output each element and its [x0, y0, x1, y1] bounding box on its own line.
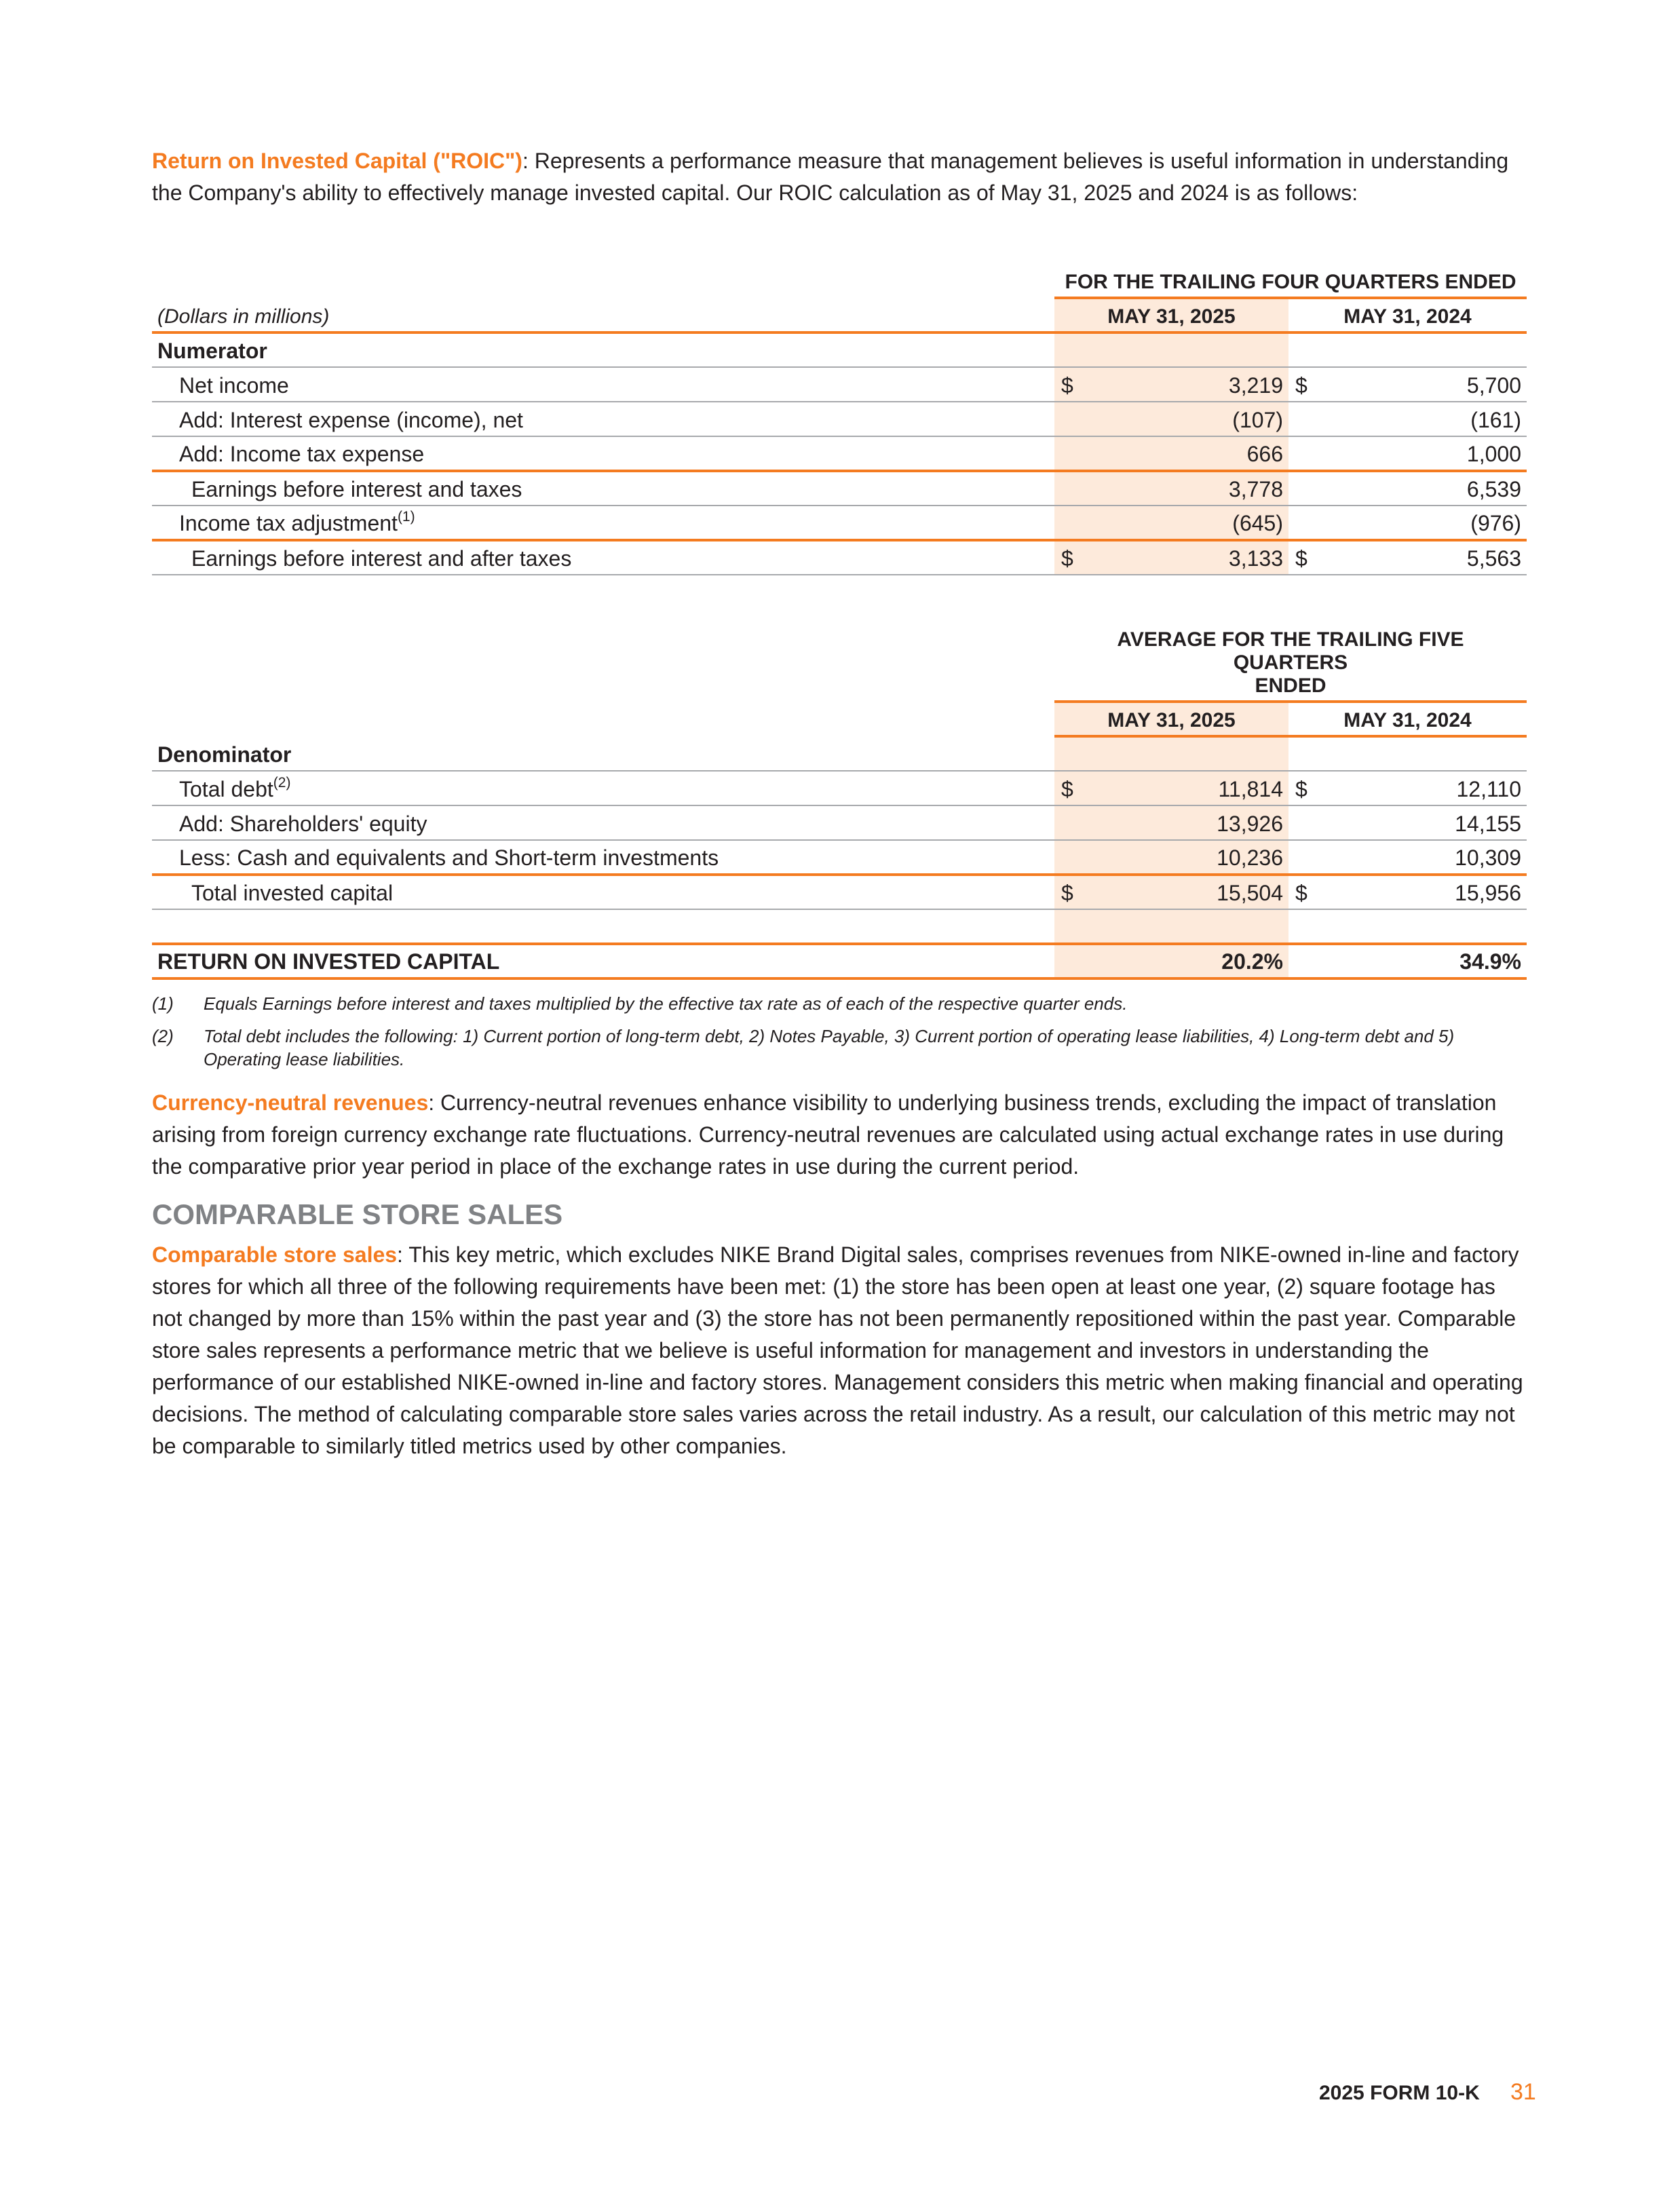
numerator-label: Numerator [152, 332, 1054, 367]
section-heading: COMPARABLE STORE SALES [152, 1198, 563, 1230]
denominator-table [152, 628, 1527, 980]
table1-col-2024: MAY 31, 2024 [1288, 298, 1527, 332]
table2-group-header: AVERAGE FOR THE TRAILING FIVE QUARTERS ENDED [1054, 628, 1527, 702]
currency-neutral-paragraph: Currency-neutral revenues: Currency-neutral revenues enhance visibility to underlying business trends, excluding the impact of translation arising from foreign currency exchange rate fluctuations. Currency-neutral revenues are calculated using actual exchange rates in use during the comparative prior year period in place of the exchange rates in use during the current period. [152, 1090, 1504, 1179]
table-row: Earnings before interest and after taxes $ 3,133 $ 5,563 [152, 540, 1527, 575]
table-row: Add: Income tax expense 666 1,000 [152, 436, 1527, 471]
table-row: Less: Cash and equivalents and Short-term investments 10,236 10,309 [152, 840, 1527, 875]
footnote-1: (1) Equals Earnings before interest and taxes multiplied by the effective tax rate as of each of the respective quarter ends. [152, 993, 1128, 1014]
table1-col-2025: MAY 31, 2025 [1054, 298, 1288, 332]
footer-form-label: 2025 FORM 10-K [1319, 2082, 1480, 2104]
table-row: Total debt$^{(2)}$ $ 11,814 $ 12,110 [152, 771, 1527, 805]
table-row: Add: Interest expense (income), net (107) (161) [152, 402, 1527, 436]
roic-term: Return on Invested Capital ("ROIC") [152, 149, 522, 173]
table-row: Total invested capital $ 15,504 $ 15,956 [152, 875, 1527, 909]
comparable-store-sales-term: Comparable store sales [152, 1242, 398, 1267]
denominator-label: Denominator [152, 736, 1054, 771]
footnote-2: (2) Total debt includes the following: 1) Current portion of long-term debt, 2) Notes Payable, 3) Current portion of operating lease liabilities, 4) Long-term debt and 5) Operating lease liabilities. [152, 1026, 1455, 1069]
currency-neutral-term: Currency-neutral revenues [152, 1090, 429, 1115]
table-row: Net income $ 3,219 $ 5,700 [152, 367, 1527, 402]
roic-total-row: RETURN ON INVESTED CAPITAL 20.2% 34.9% [152, 944, 1527, 978]
table2-col-2024: MAY 31, 2024 [1288, 702, 1527, 736]
comparable-store-sales-paragraph: Comparable store sales: This key metric, which excludes NIKE Brand Digital sales, comprises revenues from NIKE-owned in-line and factory stores for which all three of the following requirements have been met: (1) the store has been open at least one year, (2) square footage has not changed by more than 15% within the past year and (3) the store has not been permanently repositioned within the past year. Comparable store sales represents a performance metric that we believe is useful information for management and investors in understanding the performance of our established NIKE-owned in-line and factory stores. Management considers this metric when making financial and operating decisions. The method of calculating comparable store sales varies across the retail industry. As a result, our calculation of this metric may not be comparable to similarly titled metrics used by other companies. [152, 1242, 1523, 1458]
table-row: Income tax adjustment$^{(1)}$ (645) (976) [152, 506, 1527, 540]
table-row: Add: Shareholders' equity 13,926 14,155 [152, 805, 1527, 840]
dollars-in-millions-label: (Dollars in millions) [152, 298, 1054, 332]
roic-intro-text: : Represents a performance measure that management believes is useful information in understanding the Company's ability to effectively manage invested capital. Our ROIC calculation as of May 31, 2025 and 2024 is as follows: [152, 149, 1509, 205]
table1-group-header: FOR THE TRAILING FOUR QUARTERS ENDED [1054, 263, 1527, 298]
numerator-table [152, 263, 1527, 575]
table2-col-2025: MAY 31, 2025 [1054, 702, 1288, 736]
table-row: Earnings before interest and taxes 3,778 6,539 [152, 471, 1527, 506]
roic-intro-paragraph [152, 145, 1529, 209]
page-number: 31 [1510, 2079, 1536, 2105]
